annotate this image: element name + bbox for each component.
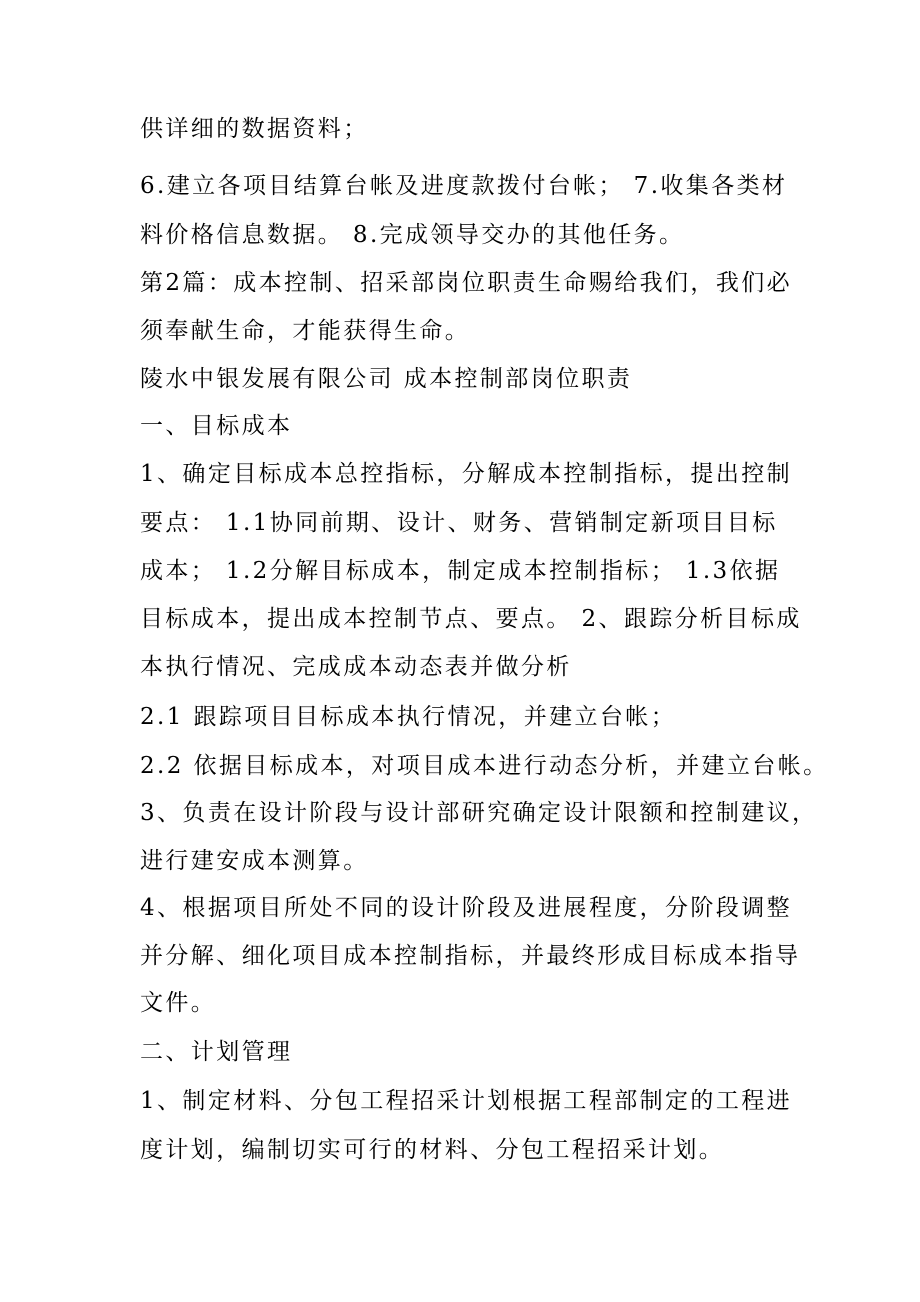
text-line: 本执行情况、完成成本动态表并做分析: [140, 654, 572, 680]
text-line: 并分解、细化项目成本控制指标，并最终形成目标成本指导: [140, 943, 801, 969]
text-line: 度计划，编制切实可行的材料、分包工程招采计划。: [140, 1137, 725, 1163]
text-line: 2.2 依据目标成本，对项目成本进行动态分析，并建立台帐。: [140, 753, 829, 779]
text-line: 须奉献生命，才能获得生命。: [140, 318, 471, 344]
text-line: 2.1 跟踪项目目标成本执行情况，并建立台帐；: [140, 704, 677, 730]
text-line: 1、确定目标成本总控指标，分解成本控制指标，提出控制: [140, 461, 793, 487]
text-line: 要点： 1.1协同前期、设计、财务、营销制定新项目目标: [140, 510, 778, 536]
text-line: 6.建立各项目结算台帐及进度款拨付台帐； 7.收集各类材: [140, 173, 788, 199]
text-line: 成本； 1.2分解目标成本，制定成本控制指标； 1.3依据: [140, 558, 781, 584]
text-line: 料价格信息数据。 8.完成领导交办的其他任务。: [140, 222, 685, 248]
text-line: 1、制定材料、分包工程招采计划根据工程部制定的工程进: [140, 1088, 793, 1114]
text-line: 第2篇：成本控制、招采部岗位职责生命赐给我们，我们必: [140, 270, 793, 296]
text-line: 目标成本，提出成本控制节点、要点。 2、跟踪分析目标成: [140, 606, 802, 632]
text-line: 3、负责在设计阶段与设计部研究确定设计限额和控制建议，: [140, 800, 818, 826]
text-line: 一、目标成本: [140, 413, 293, 439]
text-line: 文件。: [140, 990, 217, 1016]
text-line: 二、计划管理: [140, 1039, 293, 1065]
text-line: 4、根据项目所处不同的设计阶段及进展程度，分阶段调整: [140, 895, 793, 921]
text-line: 进行建安成本测算。: [140, 848, 369, 874]
text-line: 供详细的数据资料；: [140, 116, 369, 142]
text-line: 陵水中银发展有限公司 成本控制部岗位职责: [140, 366, 633, 392]
